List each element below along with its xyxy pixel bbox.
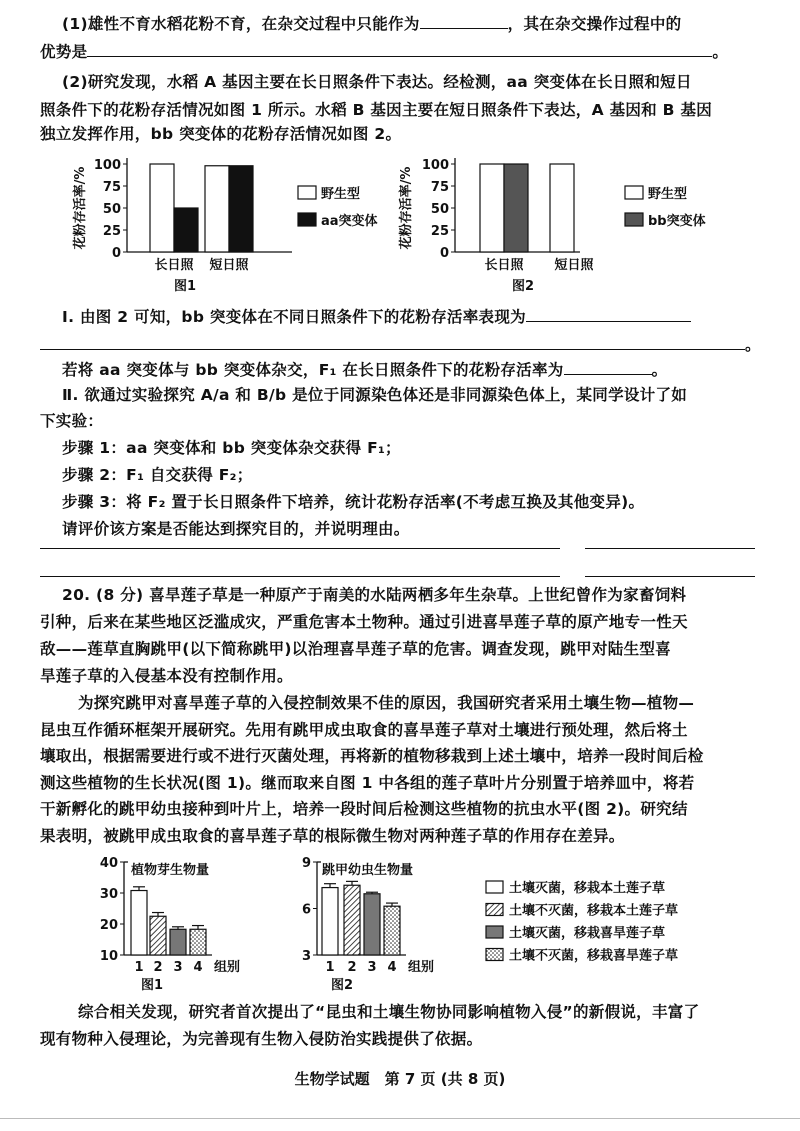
bar-野生型 (150, 164, 174, 252)
y-tick-label: 50 (102, 202, 121, 217)
y-axis-label: 花粉存活率/% (399, 166, 414, 250)
bar-group-3 (170, 929, 186, 955)
text: 。 (745, 336, 761, 354)
q19-ask: 请评价该方案是否能达到探究目的，并说明理由。 (62, 520, 410, 538)
bar-bb突变体 (504, 164, 528, 252)
x-tick-label: 1 (325, 960, 335, 975)
bar-野生型 (480, 164, 504, 252)
x-tick-label: 3 (173, 960, 183, 975)
y-tick-label: 9 (301, 856, 311, 871)
x-tick-label: 1 (134, 960, 144, 975)
q20-text: 旱莲子草的入侵基本没有控制作用。 (40, 667, 293, 685)
bar-aa突变体 (174, 208, 198, 252)
bar-aa突变体 (229, 166, 253, 252)
legend-swatch (625, 186, 643, 199)
y-tick-label: 10 (99, 949, 118, 964)
legend-swatch (298, 213, 316, 226)
bar-group-2 (150, 916, 166, 955)
y-tick-label: 25 (102, 224, 121, 239)
legend-label: 土壤不灭菌，移栽本土莲子草 (509, 903, 679, 919)
legend-swatch (486, 926, 503, 938)
bar-group-3 (364, 894, 380, 955)
q20-text: 测这些植物的生长状况(图 1)。继而取来自图 1 中各组的莲子草叶片分别置于培养皿中，将若 (40, 774, 695, 792)
y-tick-label: 0 (111, 246, 121, 261)
y-tick-label: 20 (99, 918, 118, 933)
figure-caption: 图1 (140, 978, 164, 993)
legend-swatch (486, 904, 503, 916)
q20-text: 综合相关发现，研究者首次提出了“昆虫和土壤生物协同影响植物入侵”的新假说，丰富了 (78, 1003, 700, 1021)
q20-text: 壤取出，根据需要进行或不进行灭菌处理，再将新的植物移栽到上述土壤中，培养一段时间后检 (40, 747, 704, 765)
x-tick-label: 2 (153, 960, 163, 975)
bar-group-1 (131, 891, 147, 955)
x-tick-label: 4 (193, 960, 203, 975)
x-tick-label: 3 (367, 960, 377, 975)
bar-group-2 (344, 885, 360, 955)
legend-label: 土壤灭菌，移栽本土莲子草 (509, 881, 666, 896)
figure-caption: 图2 (330, 978, 354, 993)
step-1: 步骤 1：aa 突变体和 bb 突变体杂交获得 F₁； (62, 439, 401, 457)
text: 若将 aa 突变体与 bb 突变体杂交，F₁ 在长日照条件下的花粉存活率为 (62, 361, 564, 379)
y-axis-label: 花粉存活率/% (73, 166, 88, 250)
q19-ii-text: 下实验： (40, 412, 104, 430)
text: 。 (651, 361, 668, 379)
legend-label: 土壤不灭菌，移栽喜旱莲子草 (509, 948, 679, 964)
figure-caption: 图2 (511, 279, 535, 294)
x-tick-label: 短日照 (554, 258, 594, 273)
q20-text: 引种，后来在某些地区泛滥成灾，严重危害本土物种。通过引进喜旱莲子草的原产地专一性天 (40, 613, 688, 631)
x-axis-label: 组别 (408, 960, 435, 975)
y-tick-label: 3 (301, 949, 311, 964)
x-tick-label: 4 (387, 960, 397, 975)
bar-野生型 (205, 166, 229, 252)
legend-swatch (625, 213, 643, 226)
legend-label: 土壤灭菌，移栽喜旱莲子草 (509, 926, 666, 941)
legend-label: 野生型 (321, 187, 361, 202)
y-tick-label: 40 (99, 856, 118, 871)
y-tick-label: 25 (430, 224, 449, 239)
y-tick-label: 100 (93, 158, 121, 173)
q19-ii-text: Ⅱ. 欲通过实验探究 A/a 和 B/b 是位于同源染色体还是非同源染色体上，某同学设计了如 (62, 386, 688, 404)
chart-subtitle: 跳甲幼虫生物量 (322, 863, 414, 878)
x-tick-label: 短日照 (209, 258, 249, 273)
figure-caption: 图1 (173, 279, 197, 294)
y-tick-label: 0 (439, 246, 449, 261)
q19-part2-text: (2)研究发现，水稻 A 基因主要在长日照条件下表达。经检测，aa 突变体在长日照和短日 (62, 73, 692, 91)
text: Ⅰ. 由图 2 可知，bb 突变体在不同日照条件下的花粉存活率表现为 (62, 308, 526, 326)
q20-text: 果表明，被跳甲成虫取食的喜旱莲子草的根际微生物对两种莲子草的作用存在差异。 (40, 827, 625, 845)
legend-label: bb突变体 (648, 214, 706, 229)
page-footer: 生物学试题 第 7 页 (共 8 页) (294, 1070, 506, 1088)
q19-part2-text: 照条件下的花粉存活情况如图 1 所示。水稻 B 基因主要在短日照条件下表达，A 基因和 B 基因 (40, 101, 713, 119)
q19-part2-text: 独立发挥作用，bb 突变体的花粉存活情况如图 2。 (40, 125, 402, 143)
bar-野生型 (550, 164, 574, 252)
x-tick-label: 长日照 (484, 258, 524, 273)
q20-text: 昆虫互作循环框架开展研究。先用有跳甲成虫取食的喜旱莲子草对土壤进行预处理，然后将土 (40, 721, 688, 739)
y-tick-label: 30 (99, 887, 118, 902)
bar-group-4 (384, 906, 400, 955)
x-tick-label: 2 (347, 960, 357, 975)
bar-group-1 (322, 888, 338, 955)
legend-swatch (486, 949, 503, 961)
q20-text: 现有物种入侵理论，为完善现有生物入侵防治实践提供了依据。 (40, 1030, 483, 1048)
y-tick-label: 75 (102, 180, 121, 195)
chart-subtitle: 植物芽生物量 (131, 863, 210, 878)
y-tick-label: 100 (421, 158, 449, 173)
q20-text: 干新孵化的跳甲幼虫接种到叶片上，培养一段时间后检测这些植物的抗虫水平(图 2)。研究结 (40, 800, 688, 818)
y-tick-label: 50 (430, 202, 449, 217)
q20-text: 20. (8 分) 喜旱莲子草是一种原产于南美的水陆两栖多年生杂草。上世纪曾作为家畜饲料 (62, 586, 687, 604)
legend-label: 野生型 (648, 187, 688, 202)
text: 优势是 (40, 43, 88, 61)
bar-group-4 (190, 929, 206, 955)
step-3: 步骤 3：将 F₂ 置于长日照条件下培养，统计花粉存活率(不考虑互换及其他变异)。 (62, 493, 645, 511)
legend-label: aa突变体 (321, 214, 378, 229)
q20-text: 敌——莲草直胸跳甲(以下简称跳甲)以治理喜旱莲子草的危害。调查发现，跳甲对陆生型喜 (40, 640, 671, 658)
q20-text: 为探究跳甲对喜旱莲子草的入侵控制效果不佳的原因，我国研究者采用土壤生物—植物— (78, 694, 695, 712)
legend-swatch (486, 881, 503, 893)
x-tick-label: 长日照 (154, 258, 194, 273)
legend-swatch (298, 186, 316, 199)
text: ，其在杂交操作过程中的 (507, 15, 682, 33)
step-2: 步骤 2：F₁ 自交获得 F₂； (62, 466, 253, 484)
y-tick-label: 6 (301, 902, 311, 918)
y-tick-label: 75 (430, 180, 449, 195)
text: 。 (712, 43, 729, 61)
x-axis-label: 组别 (214, 960, 241, 975)
text: (1)雄性不育水稻花粉不育，在杂交过程中只能作为 (62, 15, 420, 33)
